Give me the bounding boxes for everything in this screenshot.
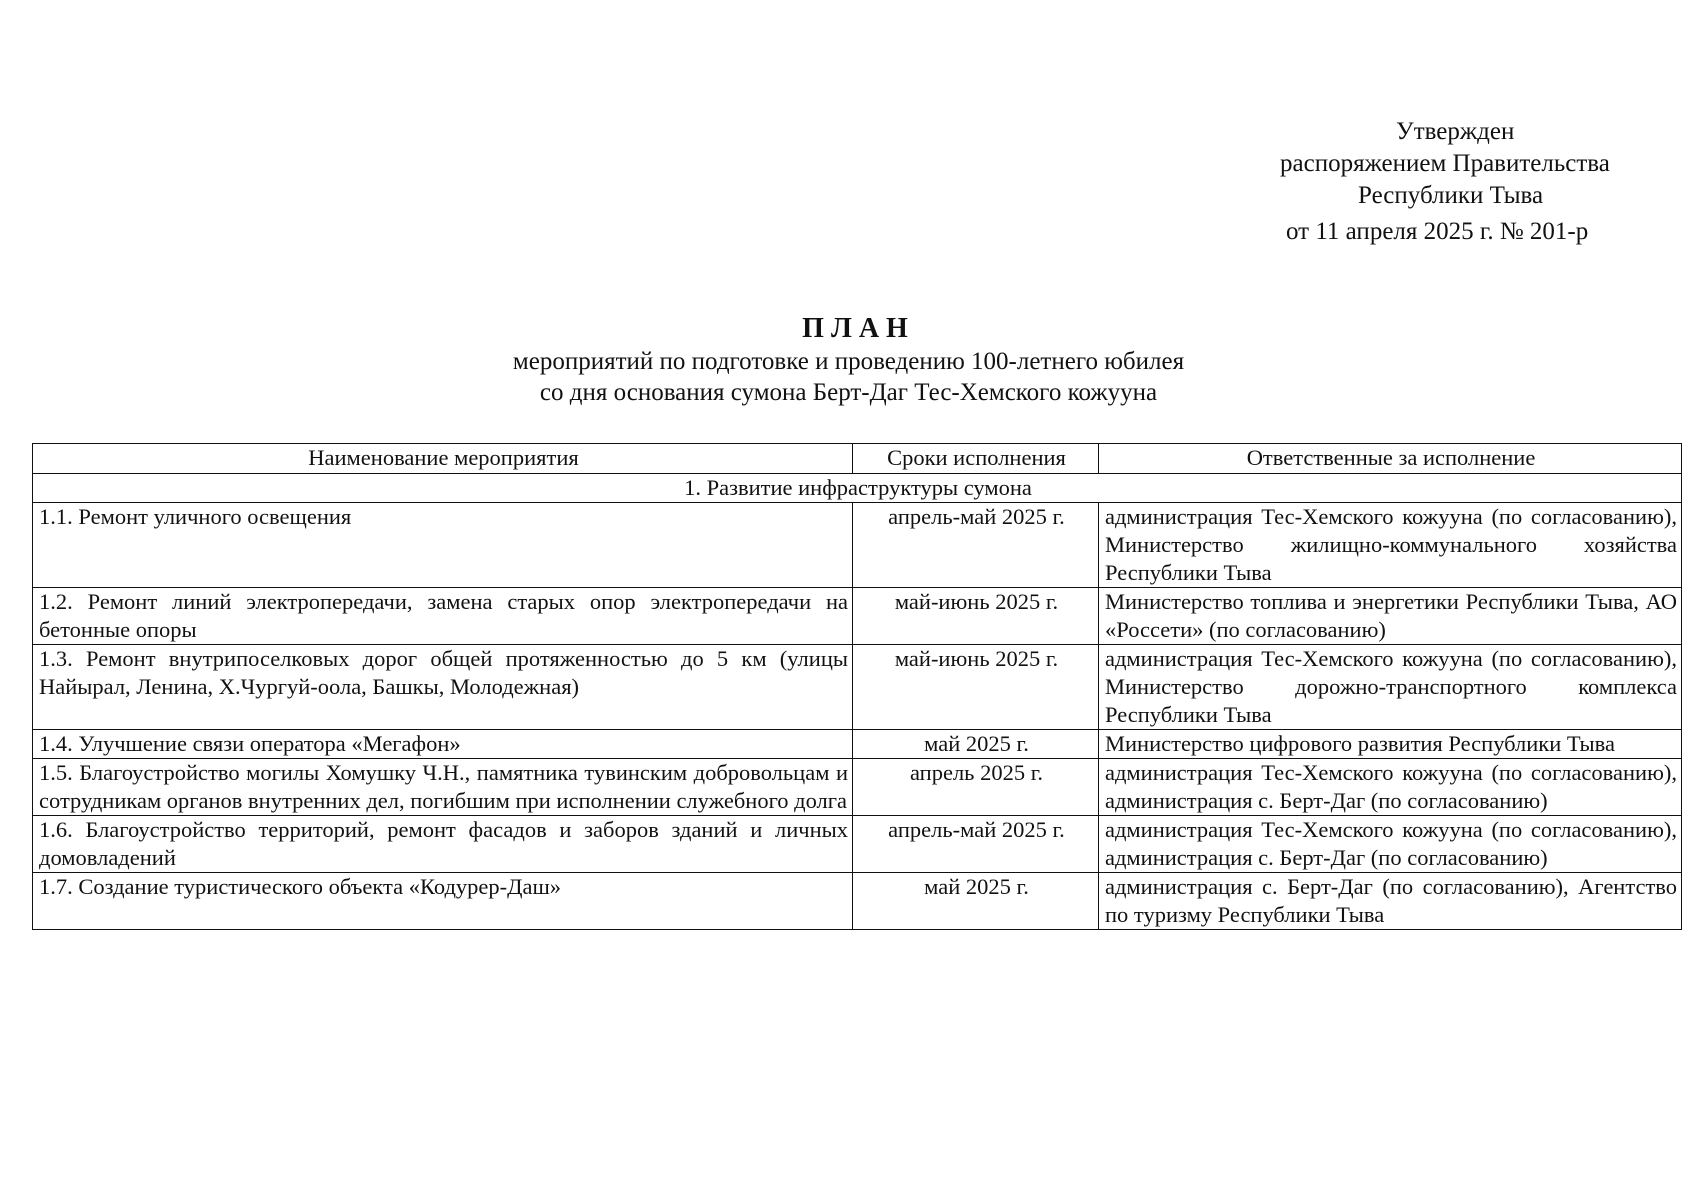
row-2-deadline: май-июнь 2025 г. (853, 588, 1099, 645)
header-responsible: Ответственные за исполнение (1099, 444, 1682, 474)
section-title: 1. Развитие инфраструктуры сумона (33, 474, 1682, 503)
approval-line-date-number: от 11 апреля 2025 г. № 201-р (1286, 218, 1589, 245)
table-header-row (33, 444, 1682, 474)
table-row (33, 730, 1682, 759)
header-event: Наименование мероприятия (33, 444, 853, 474)
row-1-deadline: апрель-май 2025 г. (853, 503, 1099, 588)
row-3-event: 1.3. Ремонт внутрипоселковых дорог общей протяженностью до 5 км (улицы Найырал, Ленина, Х.Чургуй-оола, Башкы, Молодежная) (33, 645, 853, 730)
plan-table (32, 443, 1682, 930)
row-2-event: 1.2. Ремонт линий электропередачи, замена старых опор электропередачи на бетонные опоры (33, 588, 853, 645)
approval-block (1250, 116, 1690, 248)
document-title: ПЛАН (802, 313, 915, 344)
approval-line-approved: Утвержден (1396, 118, 1515, 145)
row-7-responsible: администрация с. Берт-Даг (по согласованию), Агентство по туризму Республики Тыва (1099, 873, 1682, 930)
table-row (33, 873, 1682, 930)
document-title-block (0, 312, 1697, 408)
row-5-responsible: администрация Тес-Хемского кожууна (по согласованию), администрация с. Берт-Даг (по согласованию) (1099, 759, 1682, 816)
table-row (33, 645, 1682, 730)
table-row (33, 816, 1682, 873)
row-7-deadline: май 2025 г. (853, 873, 1099, 930)
row-4-event: 1.4. Улучшение связи оператора «Мегафон» (33, 730, 853, 759)
row-1-responsible: администрация Тес-Хемского кожууна (по согласованию), Министерство жилищно-коммунального хозяйства Республики Тыва (1099, 503, 1682, 588)
row-4-responsible: Министерство цифрового развития Республики Тыва (1099, 730, 1682, 759)
header-deadline: Сроки исполнения (853, 444, 1099, 474)
row-4-deadline: май 2025 г. (853, 730, 1099, 759)
row-5-deadline: апрель 2025 г. (853, 759, 1099, 816)
row-3-deadline: май-июнь 2025 г. (853, 645, 1099, 730)
table-row (33, 503, 1682, 588)
table-row (33, 759, 1682, 816)
row-7-event: 1.7. Создание туристического объекта «Кодурер-Даш» (33, 873, 853, 930)
row-6-event: 1.6. Благоустройство территорий, ремонт фасадов и заборов зданий и личных домовладений (33, 816, 853, 873)
row-3-responsible: администрация Тес-Хемского кожууна (по согласованию), Министерство дорожно-транспортного комплекса Республики Тыва (1099, 645, 1682, 730)
row-1-event: 1.1. Ремонт уличного освещения (33, 503, 853, 588)
approval-line-order: распоряжением Правительства (1280, 150, 1610, 177)
table-row (33, 588, 1682, 645)
row-6-deadline: апрель-май 2025 г. (853, 816, 1099, 873)
approval-line-republic: Республики Тыва (1358, 182, 1544, 209)
document-subtitle-line-1: мероприятий по подготовке и проведению 100-летнего юбилея (512, 348, 1185, 375)
row-2-responsible: Министерство топлива и энергетики Республики Тыва, АО «Россети» (по согласованию) (1099, 588, 1682, 645)
row-5-event: 1.5. Благоустройство могилы Хомушку Ч.Н., памятника тувинским добровольцам и сотрудникам органов внутренних дел, погибшим при исполнении служебного долга (33, 759, 853, 816)
section-row (33, 474, 1682, 503)
document-subtitle-line-2: со дня основания сумона Берт-Даг Тес-Хемского кожууна (539, 379, 1158, 406)
row-6-responsible: администрация Тес-Хемского кожууна (по согласованию), администрация с. Берт-Даг (по согласованию) (1099, 816, 1682, 873)
